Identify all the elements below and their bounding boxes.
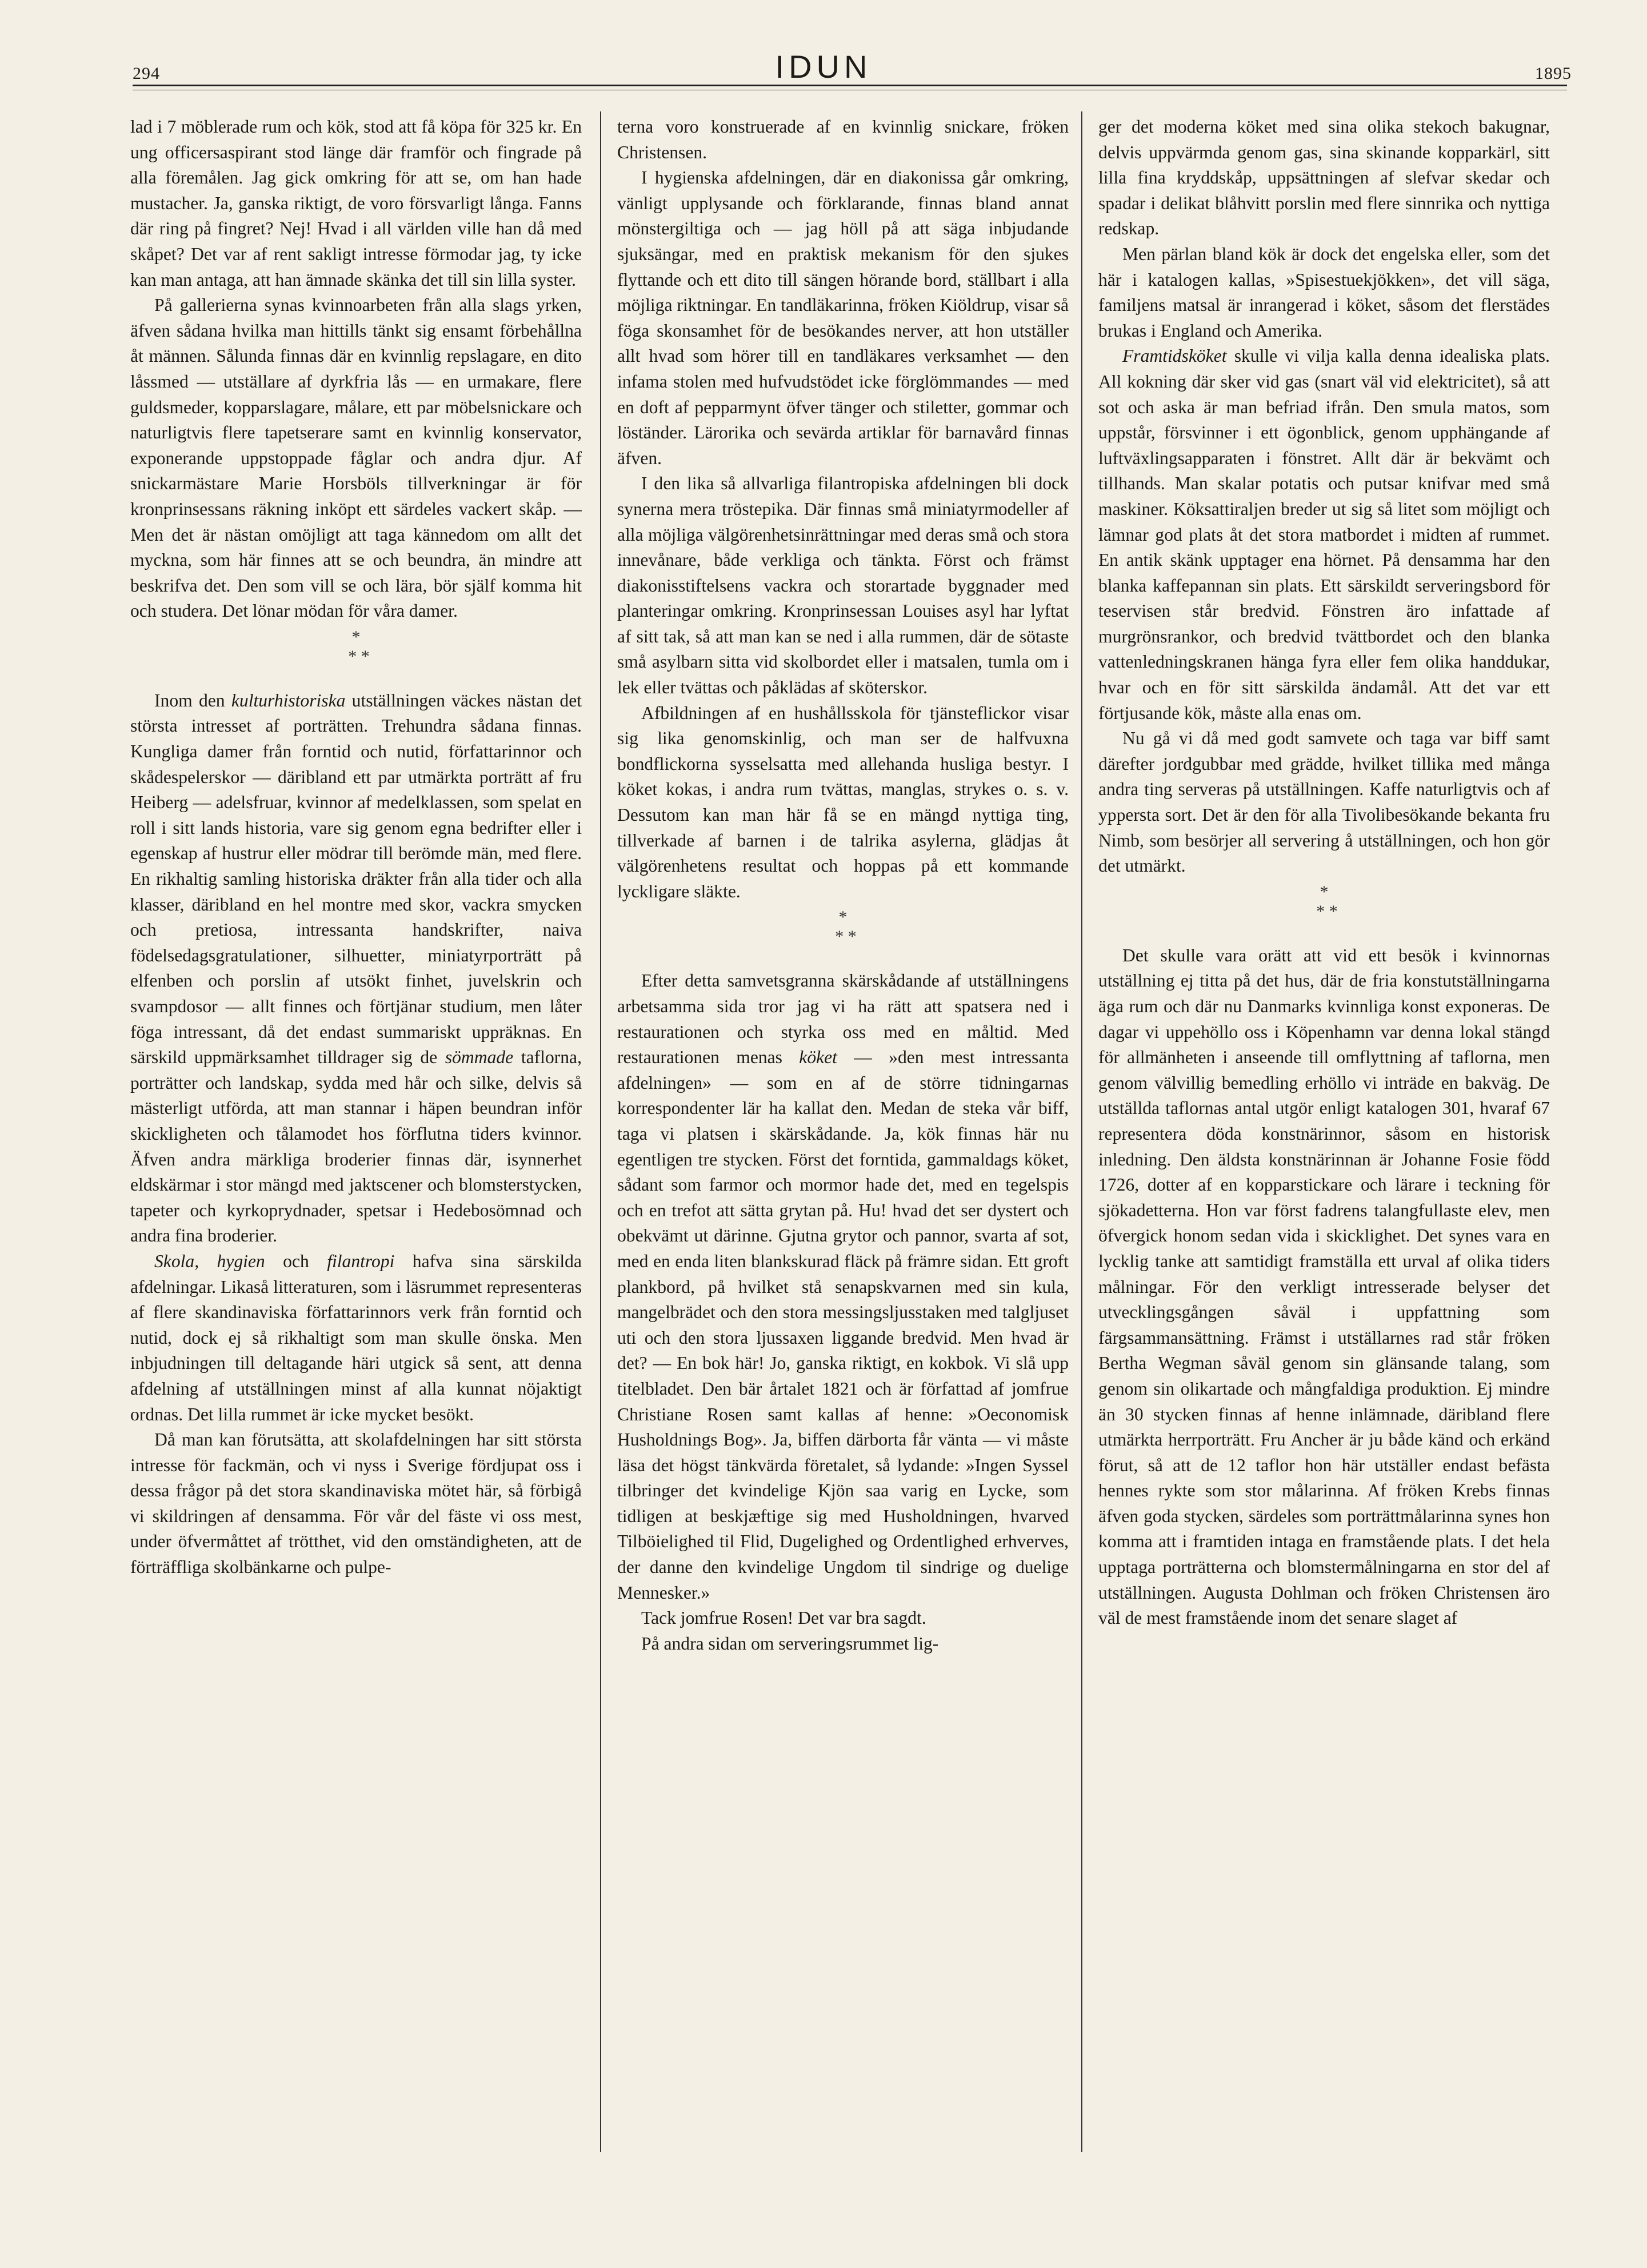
text-run: hafva sina särskilda afdelningar. Likaså litteraturen, som i läsrummet representeras af flere skandinaviska författarinnors verk från forntid och nutid, dock ej så rikhaltigt som man skulle önska. Men inbjudningen till deltagande häri utgick så sent, att denna afdelning af utställningen minst af alla kunnat nöjaktigt ordnas. Det lilla rummet är icke mycket besökt. (130, 1251, 582, 1424)
paragraph: terna voro konstruerade af en kvinnlig snickare, fröken Christensen. (617, 117, 1069, 162)
paragraph: På andra sidan om serveringsrummet lig- (641, 1633, 939, 1654)
emphasis: köket (799, 1047, 837, 1068)
emphasis: Framtidsköket (1122, 346, 1227, 366)
paragraph (617, 968, 1069, 1606)
text-run: och (265, 1251, 327, 1271)
emphasis: kulturhistoriska (231, 690, 346, 710)
asterisk: * (351, 627, 361, 646)
paragraph: I den lika så allvarliga filantropiska afdelningen bli dock synerna mera tröstерika. Där finnas små miniatyrmodeller af alla möjliga välgörenhetsinrättningar med deras små och stora innevånare, både verkliga och tänkta. Först och främst diakonisstiftelsens vackra och storartade byggnader med planteringar omkring. Kronprinsessan Louises asyl har lyftat af sitt tak, så att man kan se ned i alla rummen, där de sötaste små asylbarn sitta vid skolbordet eller i matsalen, tumla om i lek eller tvättas och påklädas af sköterskor. (617, 473, 1069, 698)
paragraph: På gallerierna synas kvinnoarbeten från alla slags yrken, äfven sådana hvilka man hittills tänkt sig ensamt förbehållna åt männen. Sålunda finnas där en kvinnlig repslagare, en dito låssmed — utställare af dyrkfria lås — en urmakare, flere guldsmeder, kopparslagare, målare, ett par möbelsnickare och naturligtvis flere tapetserare samt en kvinnlig konservator, exponerande uppstoppade fåglar och andra djur. Af snickarmästare Marie Horsböls tillverkningar är för kronprinsessans räkning inköpt ett särdeles vackert skåp. — Men det är nästan omöjligt att taga kännedom om allt det myckna, som här finnes att se och beundra, än mindre att beskrifva det. Den som vill se och lära, bör själf komma hit och studera. Det lönar mödan för våra damer. (130, 295, 582, 621)
emphasis: Skola, hygien (154, 1251, 265, 1271)
column-divider (600, 111, 601, 2152)
text-run: Efter detta samvetsgranna skärskådande af utställningens arbetsamma sida tror jag vi ha rätt att spatsera ned i restaurationen och styrka oss med en måltid. Med restaurationen menas (617, 971, 1069, 1068)
text-run: utställningen väckes nästan det största intresset af porträtten. Trehundra sådana finnas. Kungliga damer från forntid och nutid, författarinnor och skådespelerskor — däribland ett par utmärkta porträtt af fru Heiberg — adelsfruar, kvinnor af medelklassen, som spelat en roll i sitt lands historia, vare sig genom egna bedrifter eller i egenskap af hustrur eller mödrar till berömde män, med flere. En rikhaltig samling historiska dräkter från alla tider och alla klasser, däribland en hel montre med skor, vackra smycken och pretiosa, intressanta handskrifter, naiva födelsedagsgratulationer, silhuetter, miniatyrporträtt på elfenben och porslin af utsökt finhet, juvelskrin och svampdosor — allt finnes och förtjänar studium, men låter föga intressant, då det endast summariskt uppräknas. En särskild uppmärksamhet tilldrager sig de (130, 690, 582, 1068)
paragraph: I hygienska afdelningen, där en diakonissa går omkring, vänligt upplysande och förklarande, finnas bland annat mönstergiltiga och — jag höll på att säga inbjudande sjuksängar, med en praktisk mekanism för den sjukes flyttande och ett dito till sängen hörande bord, ställbart i alla möjliga riktningar. En tandläkarinna, fröken Kiöldrup, visar så föga skonsamhet för de besökandes nerver, att hon utställer allt hvad som hörer till en tandläkares verksamhet — den infama stolen med hufvudstödet icke förglömmandes — med en doft af pepparmynt öfver tänger och stiletter, gommar och löständer. Lärorika och sevärda artiklar för barnavård finnas äfven. (617, 167, 1069, 468)
paragraph: Men pärlan bland kök är dock det engelska eller, som det här i katalogen kallas, »Spisestuekjökken», det vill säga, familjens matsal är inrangerad i köket, såsom det flerstädes brukas i England och Amerika. (1098, 243, 1550, 341)
emphasis: sömmade (445, 1047, 514, 1068)
masthead-title: IDUN (775, 49, 872, 85)
paragraph: Då man kan förutsätta, att skolafdelningen har sitt största intresse för fackmän, och vi nyss i Sverige fördjupat oss i dessa frågor på det stora skandinaviska mötet här, så förbigå vi skildringen af densamma. För vår del fäste vi oss mest, under öfvermåttet af trötthet, vid den omständigheten, att de förträffliga skolbänkarne och pulpe- (130, 1430, 582, 1578)
emphasis: filantropi (327, 1251, 395, 1271)
text-run: Inom den (154, 690, 231, 710)
paragraph (130, 688, 582, 1249)
paragraph: Tack jomfrue Rosen! Det var bra sagdt. (641, 1608, 926, 1628)
section-separator (130, 624, 582, 688)
page-number: 294 (133, 64, 160, 83)
paragraph: Det skulle vara orätt att vid ett besök i kvinnornas utställning ej titta på det hus, där de fria konstutställningarna äga rum och där nu Danmarks kvinnliga konst exponeras. De dagar vi uppehöllo oss i Köpenhamn var denna lokal stängd för allmänheten i anseende till omflyttning af taflorna, men genom välvillig bemedling erhöllo vi inträde en bakväg. De utställda taflornas antal utgör enligt katalogen 301, hvaraf 67 representera döda konstnärinnor, såsom en historisk inledning. Den äldsta konstnärinnan är Johanne Fosie född 1726, dotter af en kopparstickare och lärare i teckning för sjökadetterna. Hon var först fadrens talangfullaste elev, men öfvergick honom sedan vida i skicklighet. Det synes vara en lycklig tanke att samtidigt framställa ett urval af olika tiders målningar. För den verkligt intresserade belyser det utvecklingsgången såväl i uppfattning som färgsammansättning. Främst i utställarnes rad står fröken Bertha Wegman såväl genom sin glänsande talang, som genom sin olikartade och mångfaldiga produktion. Ej mindre än 30 stycken finnas af henne inlämnade, däribland flere utmärkta herrporträtt. Fru Ancher är ju både känd och erkänd förut, så att de 12 taflor hon här utställer endast befästa hennes rykte som stor målarinna. Af fröken Krebs finnas äfven goda stycken, särdeles som porträttmålarinna synes hon komma att i framtiden intaga en framstående plats. I det hela upptaga porträtterna och blomstermålningarna en stor del af utställningen. Augusta Dohlman och fröken Christensen äro väl de mest framstående inom det senare slaget af (1098, 945, 1550, 1628)
text-run: taflorna, porträtter och landskap, sydda med hår och silke, delvis så mästerligt utförda, att man stannar i häpen beundran inför skickligheten och tålamodet hos förflutna tiders kvinnor. Äfven andra märkliga broderier finnas där, isynnerhet eldskärmar i stor mängd med jaktscener och blomsterstycken, tapeter och kyrkoprydnader, spetsar i Hedebosömnad och andra fina broderier. (130, 1047, 582, 1246)
section-separator (1098, 879, 1550, 943)
paragraph: lad i 7 möblerade rum och kök, stod att få köpa för 325 kr. En ung officersaspirant stod länge där framför och fingrade på alla föremålen. Jag gick omkring för att se, om han hade mustacher. Ja, ganska riktigt, de voro försvarligt långa. Fanns där ring på fingret? Nej! Hvad i all världen ville han då med skåpet? Det var af rent sakligt intresse förmodar jag, ty icke kan man antaga, att han ämnade skänka det till sin lilla syster. (130, 117, 582, 290)
paragraph: Nu gå vi då med godt samvete och taga var biff samt därefter jordgubbar med grädde, hvilket tillika med många andra ting serveras på utställningen. Kaffe naturligtvis och af yppersta sort. Det är den för alla Tivolibesökande bekanta fru Nimb, som besörjer all servering å utställningen, och hon gör det utmärkt. (1098, 728, 1550, 876)
asterisk: * (1320, 882, 1329, 901)
year: 1895 (1535, 64, 1572, 83)
column-2 (617, 114, 1069, 2138)
asterisks: * * (835, 927, 857, 947)
column-divider (1081, 111, 1082, 2152)
text-run: skulle vi vilja kalla denna idealiska plats. All kokning där sker vid gas (snart väl vid elektricitet), så att sot och aska är man befriad ifrån. Den smula matos, som uppstår, försvinner i ett ögonblick, genom upphängande af luftväxlingsapparaten i fönstret. Allt där är bekvämt och tillhands. Man skalar potatis och putsar knifvar med små maskiner. Köksattiraljen breder ut sig så litet som möjligt och lämnar god plats åt det stora matbordet i midten af rummet. En antik skänk upptager ena hörnet. På densamma har den blanka kaffepannan sin plats. Ett särskildt serveringsbord för teservisen står bredvid. Fönstren äro infattade af murgrönsrankor, och bredvid tvättbordet och den blanka vattenledningskranen hänga fyra eller fem olika handdukar, hvar och en för sitt särskilda ändamål. Att det var ett förtjusande kök, måste alla enas om. (1098, 346, 1550, 723)
asterisk: * (838, 908, 848, 927)
paragraph: ger det moderna köket med sina olika stekoch bakugnar, delvis uppvärmda genom gas, sina skinande kopparkärl, sitt lilla fina kryddskåp, uppsättningen af slefvar skedar och spadar i delikat blåhvitt porslin med flere sinnrika och nyttiga redskap. (1098, 117, 1550, 239)
paragraph: Afbildningen af en hushållsskola för tjänsteflickor visar sig lika genomskinlig, och man ser de halfvuxna bondflickorna sysselsatta med allehanda husliga bestyr. I köket kokas, i andra rum tvättas, manglas, strykes o. s. v. Dessutom kan man här få se en mängd nyttiga ting, tillverkade af barnen i de talrika asylerna, glädjas åt välgörenhetens resultat och hoppas på ett kommande lyckligare släkte. (617, 702, 1069, 901)
column-3 (1098, 114, 1550, 2138)
column-1 (130, 114, 582, 2138)
paragraph (130, 1249, 582, 1427)
asterisks: * * (1316, 901, 1338, 921)
text-run: — »den mest intressanta afdelningen» — som en af de större tidningarnas korrespondenter lär ha kallat den. Medan de steka vår biff, taga vi platsen i skärskådande. Ja, kök finnas här nu egentligen tre stycken. Först det forntida, gammaldags köket, sådant som farmor och mormor hade det, med en tegelspis och en trefot att sätta grytan på. Hu! hvad det ser dystert och obekvämt ut därinne. Gjutna grytor och pannor, svarta af sot, med en enda liten blankskurad fläck på främre sidan. Ett groft plankbord, på hvilket stå senapskvarnen med sin kula, mangelbrädet och den stora messingsljusstaken med talgljuset uti och den stora ljussaxen liggande bredvid. Men hvad är det? — En bok här! Jo, ganska riktigt, en kokbok. Vi slå upp titelbladet. Den bär årtalet 1821 och är författad af jomfrue Christiane Rosen samt kallas af henne: »Oeconomisk Husholdnings Bog». Ja, biffen därborta får vänta — vi måste läsa det högst tänkvärda företalet, så lydande: »Ingen Syssel tilbringer det kvindelige Kjön saa varig en Lycke, som tidligen at beskjæftige sig med Husholdningen, hvarved Tilböielighed til Flid, Dugelighed og Ordentlighed erhverves, der danne den kvindelige Ungdom til sindrige og duelige Mennesker.» (617, 1047, 1069, 1603)
section-separator (617, 904, 1069, 968)
paragraph (1098, 344, 1550, 726)
header-rule (133, 85, 1567, 86)
asterisks: * * (348, 646, 370, 666)
